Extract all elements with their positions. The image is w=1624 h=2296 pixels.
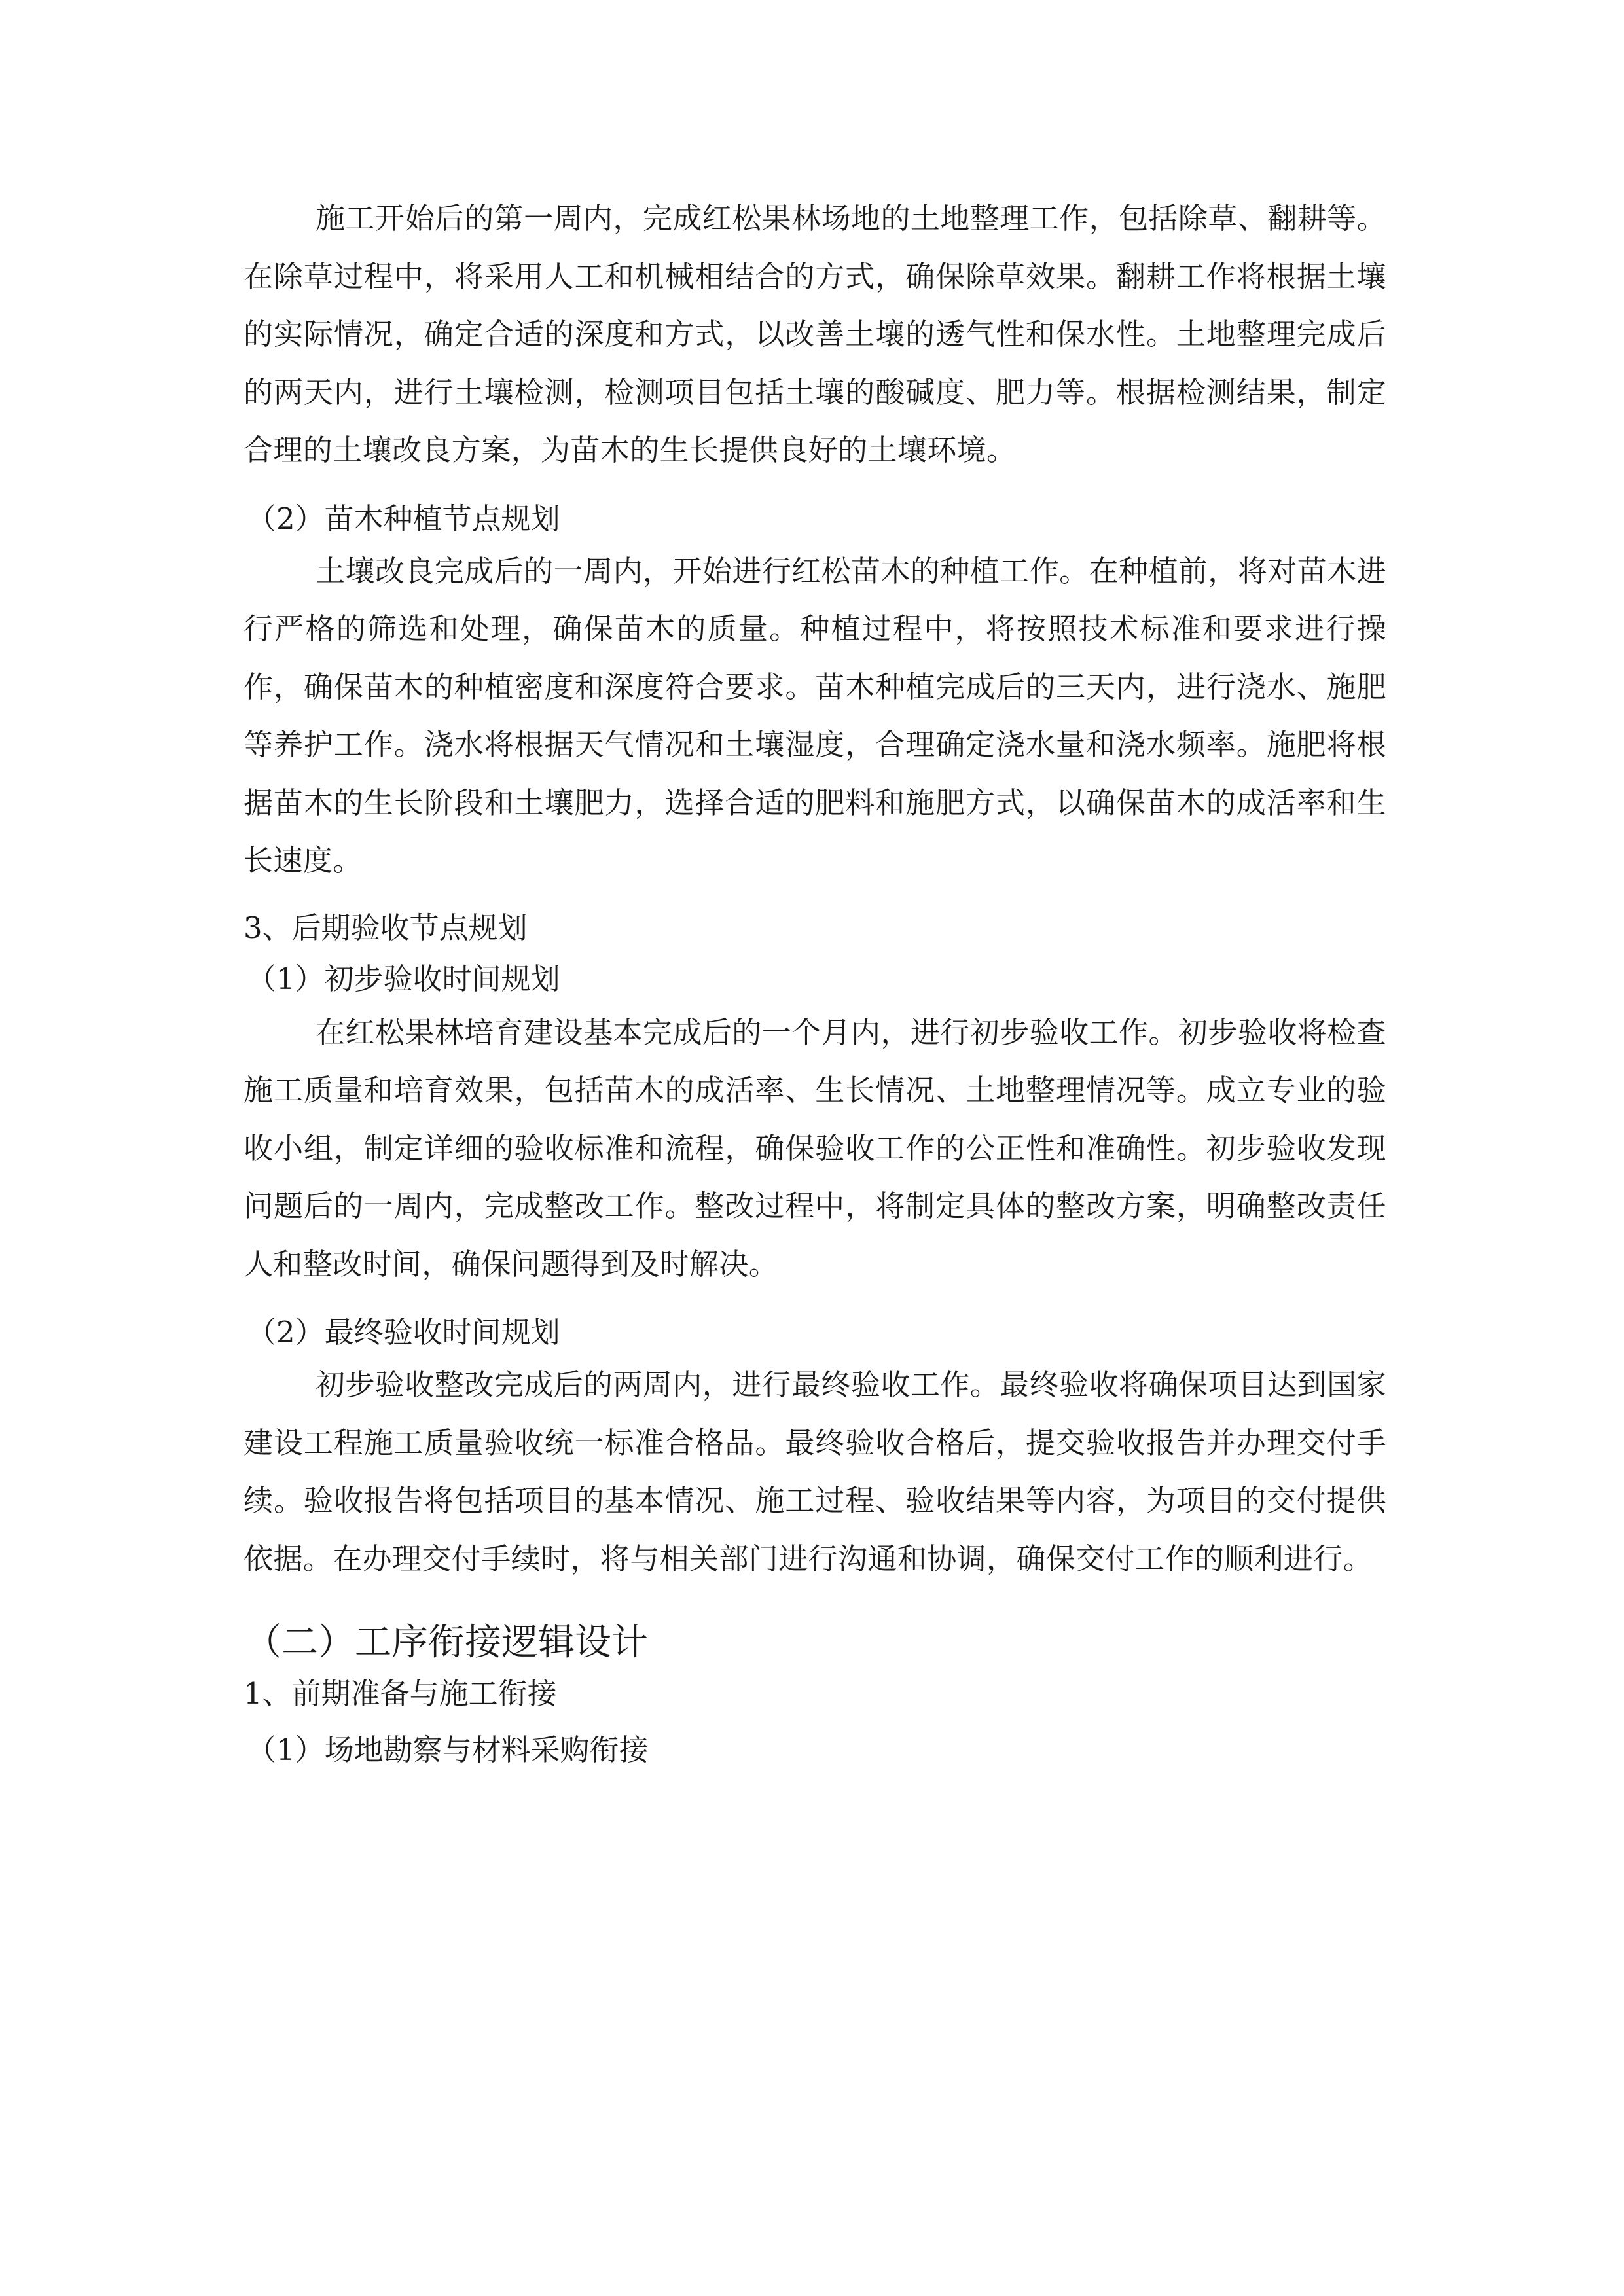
paragraph-land-preparation: 施工开始后的第一周内，完成红松果林场地的土地整理工作，包括除草、翻耕等。在除草过程中，将采用人工和机械相结合的方式，确保除草效果。翻耕工作将根据土壤的实际情况，确定合适的深度和方式，以改善土壤的透气性和保水性。土地整理完成后的两天内，进行土壤检测，检测项目包括土壤的酸碱度、肥力等。根据检测结果，制定合理的土壤改良方案，为苗木的生长提供良好的土壤环境。	[244, 201, 1386, 467]
subheading-survey-procurement: （1）场地勘察与材料采购衔接	[247, 1732, 649, 1767]
heading-process-logic: （二）工序衔接逻辑设计	[245, 1621, 648, 1664]
subheading-final-acceptance: （2）最终验收时间规划	[247, 1315, 560, 1350]
paragraph-seedling-planting: 土壤改良完成后的一周内，开始进行红松苗木的种植工作。在种植前，将对苗木进行严格的筛选和处理，确保苗木的质量。种植过程中，将按照技术标准和要求进行操作，确保苗木的种植密度和深度符合要求。苗木种植完成后的三天内，进行浇水、施肥等养护工作。浇水将根据天气情况和土壤湿度，合理确定浇水量和浇水频率。施肥将根据苗木的生长阶段和土壤肥力，选择合适的肥料和施肥方式，以确保苗木的成活率和生长速度。	[244, 553, 1386, 878]
heading-acceptance-planning: 3、后期验收节点规划	[244, 910, 528, 945]
subheading-initial-acceptance: （1）初步验收时间规划	[247, 961, 560, 996]
heading-prep-construction: 1、前期准备与施工衔接	[244, 1676, 557, 1711]
page-content	[244, 190, 1386, 1771]
subheading-seedling-planting: （2）苗木种植节点规划	[247, 501, 560, 536]
paragraph-initial-acceptance: 在红松果林培育建设基本完成后的一个月内，进行初步验收工作。初步验收将检查施工质量和培育效果，包括苗木的成活率、生长情况、土地整理情况等。成立专业的验收小组，制定详细的验收标准和流程，确保验收工作的公正性和准确性。初步验收发现问题后的一周内，完成整改工作。整改过程中，将制定具体的整改方案，明确整改责任人和整改时间，确保问题得到及时解决。	[244, 1014, 1386, 1282]
paragraph-final-acceptance: 初步验收整改完成后的两周内，进行最终验收工作。最终验收将确保项目达到国家建设工程施工质量验收统一标准合格品。最终验收合格后，提交验收报告并办理交付手续。验收报告将包括项目的基本情况、施工过程、验收结果等内容，为项目的交付提供依据。在办理交付手续时，将与相关部门进行沟通和协调，确保交付工作的顺利进行。	[244, 1367, 1386, 1576]
